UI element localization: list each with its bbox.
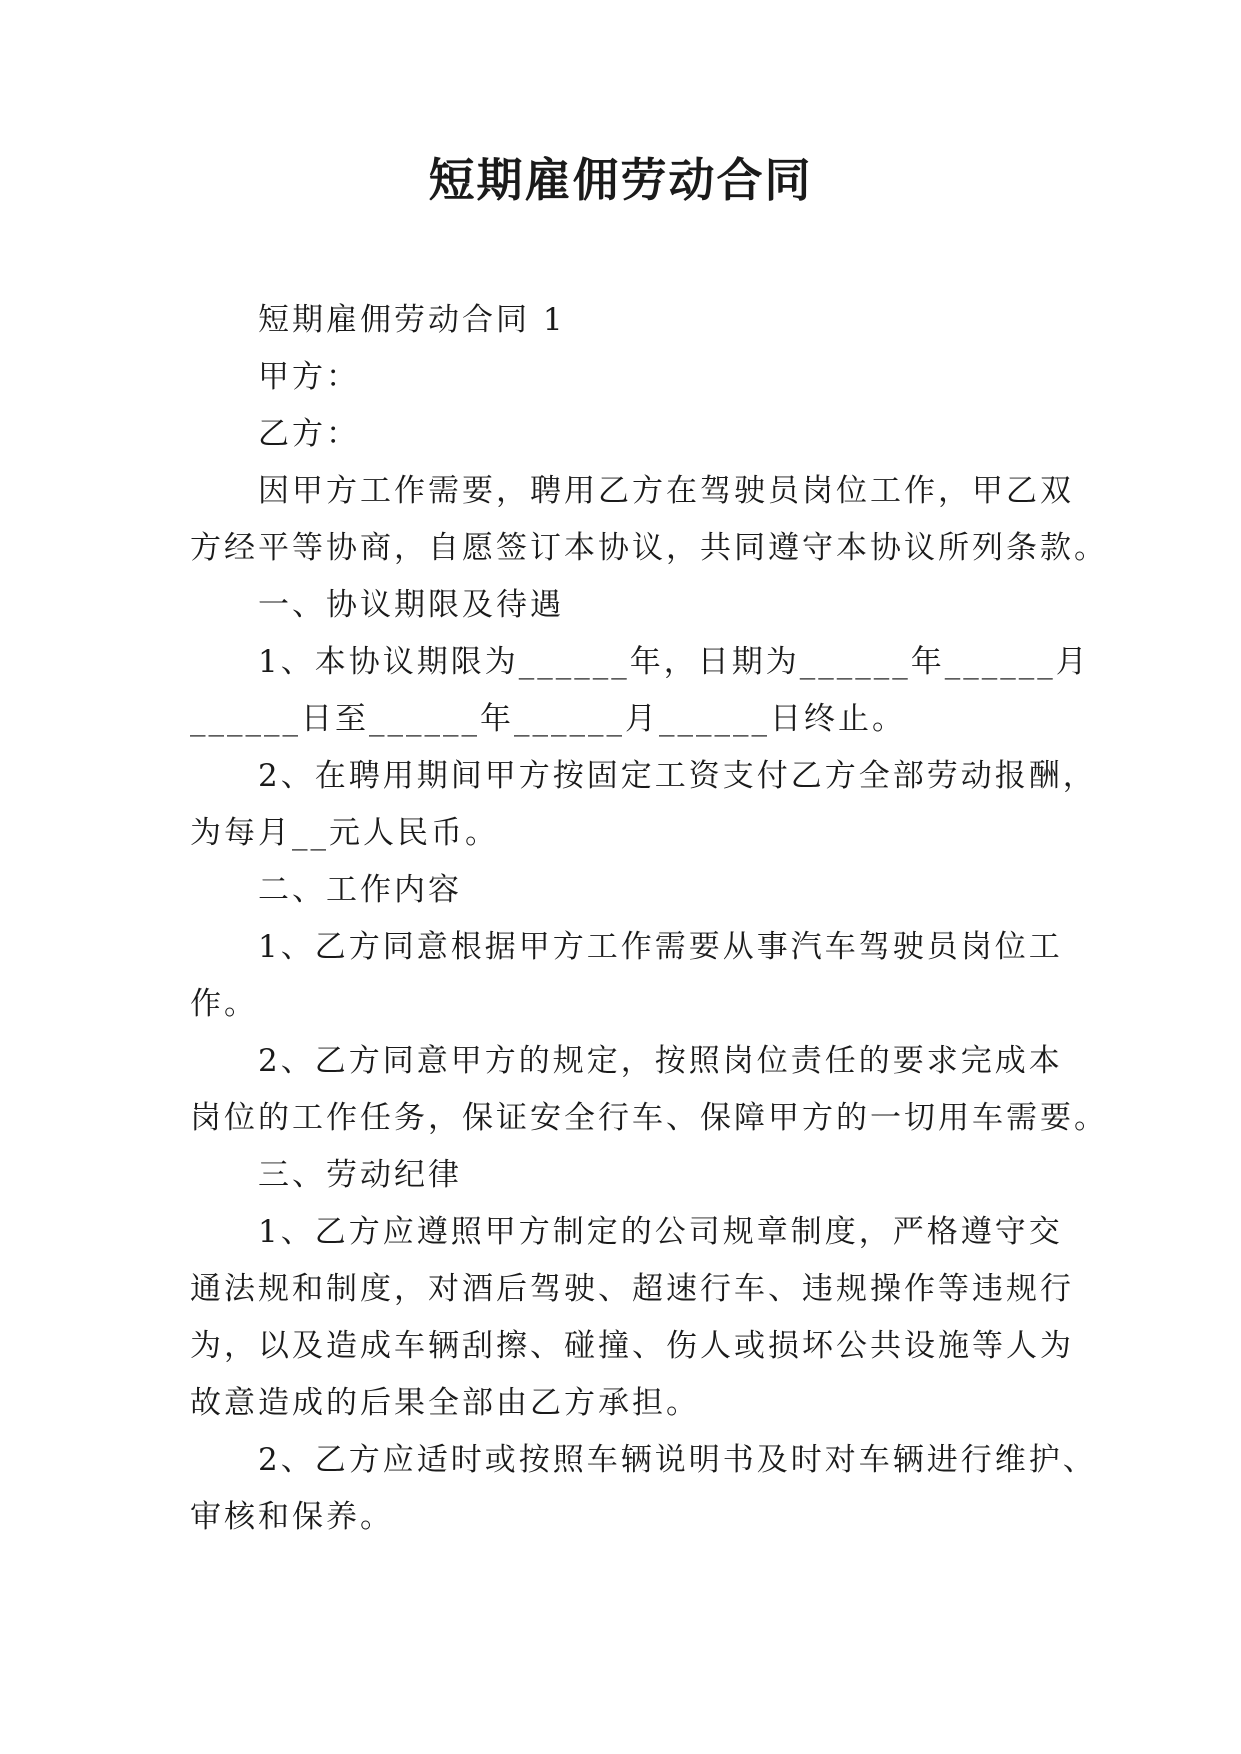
clause-paragraph-line: 审核和保养。 (190, 1499, 394, 1535)
document-title: 短期雇佣劳动合同 (428, 153, 813, 207)
intro-paragraph-line: 因甲方工作需要，聘用乙方在驾驶员岗位工作，甲乙双 (258, 473, 1074, 509)
clause-paragraph-line: 2、乙方应适时或按照车辆说明书及时对车辆进行维护、 (258, 1442, 1097, 1478)
clause-paragraph-line: 1、乙方同意根据甲方工作需要从事汽车驾驶员岗位工 (258, 929, 1063, 965)
intro-paragraph-line: 方经平等协商，自愿签订本协议，共同遵守本协议所列条款。 (190, 530, 1108, 566)
clause-paragraph-line: 故意造成的后果全部由乙方承担。 (190, 1385, 700, 1421)
section-heading: 三、劳动纪律 (258, 1157, 462, 1193)
party-b-label: 乙方： (258, 416, 360, 452)
clause-paragraph-line: 作。 (190, 986, 258, 1022)
clause-paragraph-line: 为每月__元人民币。 (190, 815, 499, 851)
clause-paragraph-line: 为，以及造成车辆刮擦、碰撞、伤人或损坏公共设施等人为 (190, 1328, 1074, 1364)
section-heading: 一、协议期限及待遇 (258, 587, 564, 623)
clause-paragraph-line: 1、乙方应遵照甲方制定的公司规章制度，严格遵守交 (258, 1214, 1063, 1250)
clause-paragraph-line: ______日至______年______月______日终止。 (190, 701, 906, 737)
clause-paragraph-line: 通法规和制度，对酒后驾驶、超速行车、违规操作等违规行 (190, 1271, 1074, 1307)
section-heading: 二、工作内容 (258, 872, 462, 908)
clause-paragraph-line: 岗位的工作任务，保证安全行车、保障甲方的一切用车需要。 (190, 1100, 1108, 1136)
party-a-label: 甲方： (258, 359, 360, 395)
clause-paragraph-line: 2、在聘用期间甲方按固定工资支付乙方全部劳动报酬， (258, 758, 1097, 794)
clause-paragraph-line: 2、乙方同意甲方的规定，按照岗位责任的要求完成本 (258, 1043, 1063, 1079)
clause-paragraph-line: 1、本协议期限为______年，日期为______年______月 (258, 644, 1090, 680)
contract-subtitle: 短期雇佣劳动合同 1 (258, 302, 566, 338)
